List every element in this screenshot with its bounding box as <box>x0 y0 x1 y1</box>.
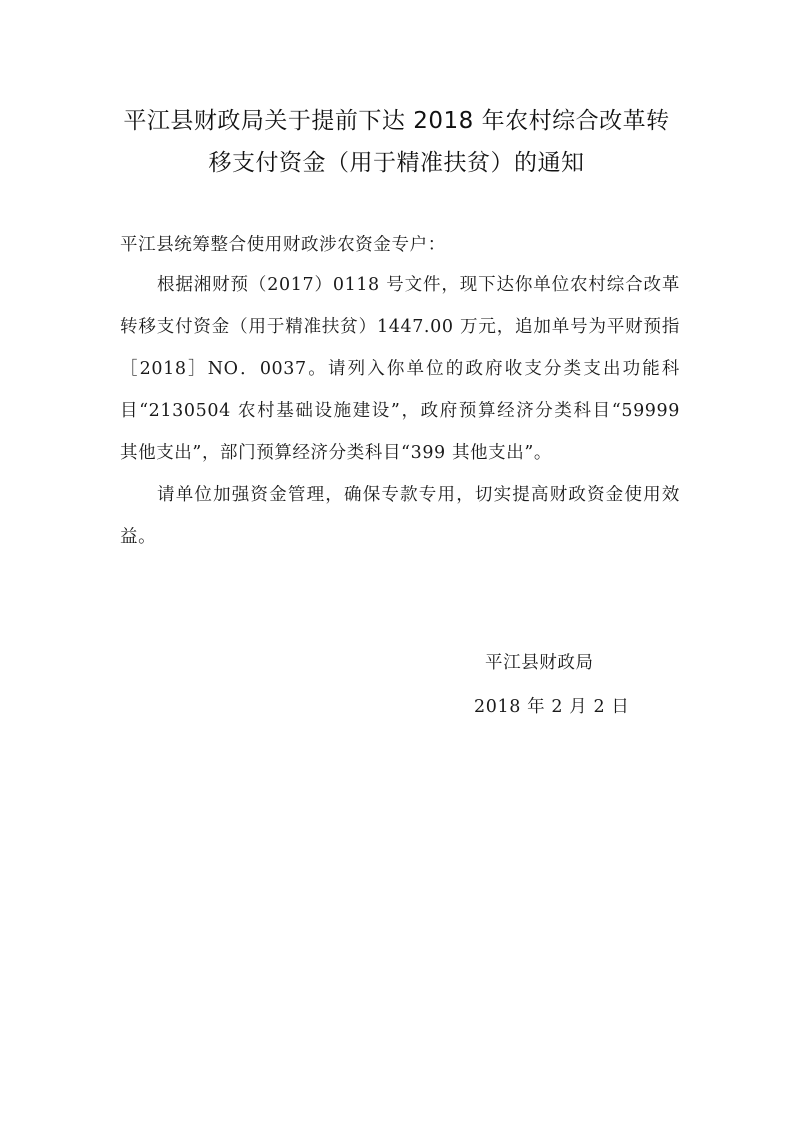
title-line-1: 平江县财政局关于提前下达 2018 年农村综合改革转 <box>123 108 670 134</box>
body-paragraph-2: 请单位加强资金管理，确保专款专用，切实提高财政资金使用效益。 <box>120 485 680 547</box>
issue-date: 2018 年 2 月 2 日 <box>474 697 630 717</box>
title-line-2: 移支付资金（用于精准扶贫）的通知 <box>208 150 585 176</box>
body-paragraph-1: 根据湘财预（2017）0118 号文件，现下达你单位农村综合改革转移支付资金（用于精准扶贫）1447.00 万元，追加单号为平财预指［2018］NO．0037。请列入你单位的政府收支分类支出功能科目“2130504 农村基础设施建设”，政府预算经济分类科目“59999 其他支出”，部门预算经济分类科目“399 其他支出”。 <box>120 275 680 463</box>
addressee: 平江县统筹整合使用财政涉农资金专户： <box>120 235 446 255</box>
document-title <box>110 100 683 184</box>
issuing-authority: 平江县财政局 <box>485 653 594 673</box>
